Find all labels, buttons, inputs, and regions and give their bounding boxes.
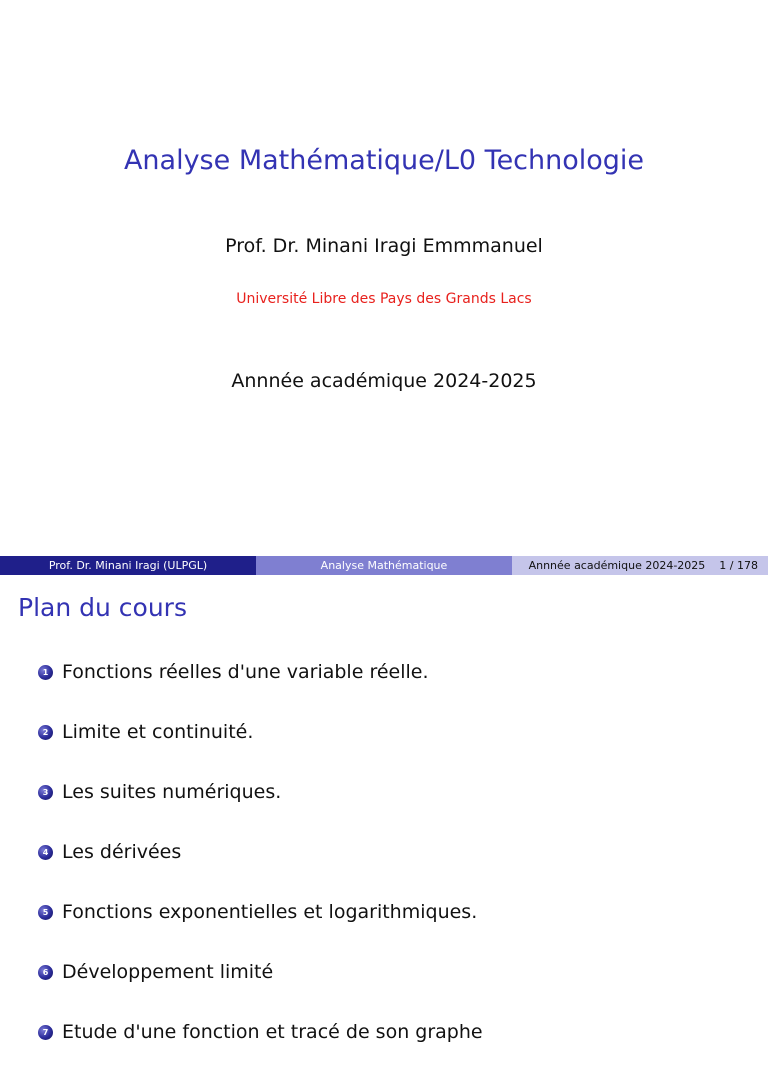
plan-slide <box>0 575 768 1043</box>
presentation-title: Analyse Mathématique/L0 Technologie <box>123 145 645 176</box>
list-item-text: Les dérivées <box>62 841 182 863</box>
footer-page-number: 1 / 178 <box>719 559 758 572</box>
list-item-text: Fonctions réelles d'une variable réelle. <box>62 661 429 683</box>
numbered-bullet-icon: 7 <box>38 1025 53 1040</box>
list-item <box>38 650 483 694</box>
list-item <box>38 950 483 994</box>
list-item-text: Fonctions exponentielles et logarithmiques. <box>62 901 478 923</box>
list-item <box>38 770 483 814</box>
numbered-bullet-icon: 5 <box>38 905 53 920</box>
footer-title: Analyse Mathématique <box>256 556 512 575</box>
list-item-text: Les suites numériques. <box>62 781 282 803</box>
numbered-bullet-icon: 1 <box>38 665 53 680</box>
academic-year: Annnée académique 2024-2025 <box>231 370 537 392</box>
footer-date-page <box>512 556 768 575</box>
frame-title: Plan du cours <box>18 593 187 622</box>
list-item <box>38 710 483 754</box>
list-item-text: Etude d'une fonction et tracé de son graphe <box>62 1021 483 1043</box>
list-item <box>38 1010 483 1054</box>
footer-author: Prof. Dr. Minani Iragi (ULPGL) <box>0 556 256 575</box>
list-item <box>38 830 483 874</box>
course-outline-list <box>38 650 483 1070</box>
author-name: Prof. Dr. Minani Iragi Emmmanuel <box>225 235 543 257</box>
slide-footer <box>0 556 768 575</box>
numbered-bullet-icon: 2 <box>38 725 53 740</box>
numbered-bullet-icon: 6 <box>38 965 53 980</box>
list-item-text: Limite et continuité. <box>62 721 254 743</box>
list-item <box>38 890 483 934</box>
footer-date: Annnée académique 2024-2025 <box>528 559 706 572</box>
numbered-bullet-icon: 4 <box>38 845 53 860</box>
list-item-text: Développement limité <box>62 961 274 983</box>
institute-name: Université Libre des Pays des Grands Lacs <box>236 291 532 307</box>
numbered-bullet-icon: 3 <box>38 785 53 800</box>
